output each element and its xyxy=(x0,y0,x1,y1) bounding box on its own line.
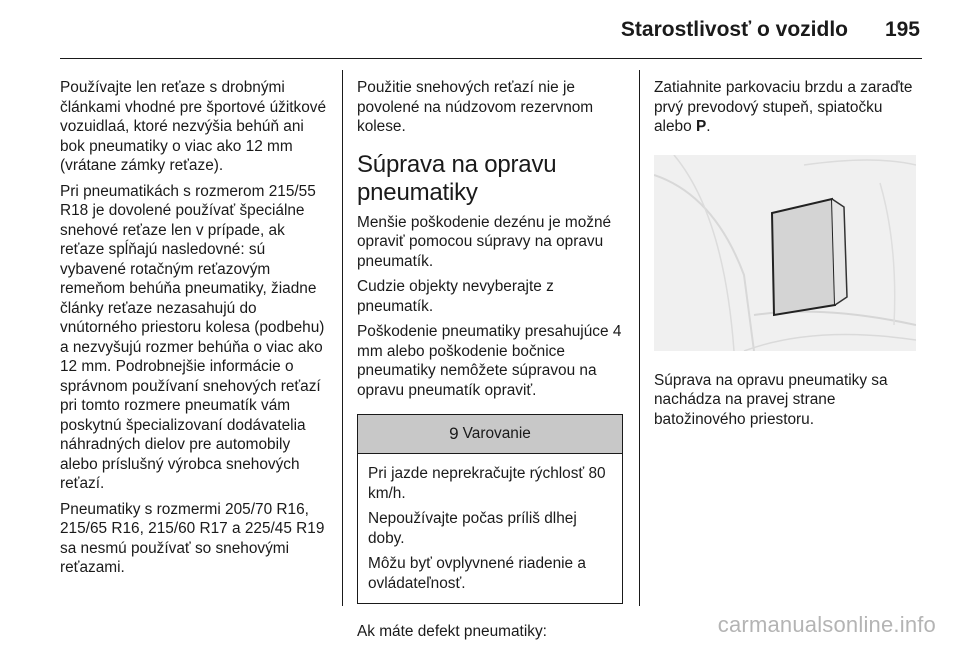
paragraph: Pneumatiky s rozmermi 205/70 R16, 215/65 R16, 215/60 R17 a 225/45 R19 sa nesmú používať so snehovými reťazami. xyxy=(60,500,325,576)
paragraph: Pri pneumatikách s rozmerom 215/55 R18 je dovolené používať špeciálne snehové reťaze len v prípade, ak reťaze spĺňajú nasledovné: sú vybavené rotačným reťazovým remeňom behúňa pneumatiky, žiadne články reťaze nezasahujú do vnútorného priestoru kolesa (podbehu) a nezvyšujú rozmer behúňa o viac ako 12 mm. Podrobnejšie informácie o správnom používaní snehových reťazí pri tomto rozmere pneumatík vám poskytnú špecializovaní dodávatelia náhradných dielov pre automobily alebo príslušný výrobca snehových reťazí. xyxy=(60,182,325,492)
trunk-illustration xyxy=(654,155,916,351)
intro-text: Zatiahnite parkovaciu brzdu a zaraďte prvý prevodový stupeň, spiatočku alebo xyxy=(654,79,913,135)
page-number: 195 xyxy=(884,18,920,41)
warning-icon: 9 xyxy=(449,424,459,444)
warning-body xyxy=(358,454,622,603)
section-heading: Súprava na opravu pneumatiky xyxy=(357,150,557,206)
warning-item: Pri jazde neprekračujte rýchlosť 80 km/h. xyxy=(368,465,606,502)
warning-item: Nepoužívajte počas príliš dlhej doby. xyxy=(368,510,577,547)
column-divider-2 xyxy=(639,70,640,606)
watermark: carmanualsonline.info xyxy=(717,612,936,637)
header-divider xyxy=(60,58,922,59)
column-divider-1 xyxy=(342,70,343,606)
paragraph: Ak máte defekt pneumatiky: xyxy=(357,623,547,640)
warning-title: Varovanie xyxy=(462,425,531,443)
gear-p-label: P xyxy=(695,118,707,135)
warning-box xyxy=(357,414,623,604)
page-header xyxy=(0,0,960,60)
paragraph: Cudzie objekty nevyberajte z pneumatík. xyxy=(357,278,554,315)
figure-caption: Súprava na opravu pneumatiky sa nachádza na pravej strane batožinového priestoru. xyxy=(654,371,888,428)
column-1 xyxy=(60,78,328,584)
intro-end: . xyxy=(706,118,711,135)
section-title: Starostlivosť o vozidlo xyxy=(620,18,848,41)
paragraph: Používajte len reťaze s drobnými článkami vhodné pre športové úžitkové vozuidlaá, ktoré nezvýšia behúň ani bok pneumatiky o viac ako 12 mm (vrátane zámky reťaze). xyxy=(60,79,327,174)
paragraph: Použitie snehových reťazí nie je povolené na núdzovom rezervnom kolese. xyxy=(357,79,594,135)
column-3 xyxy=(654,78,922,435)
warning-header xyxy=(358,415,622,454)
paragraph: Poškodenie pneumatiky presahujúce 4 mm alebo poškodenie bočnice pneumatiky nemôžete súpravou na opravu pneumatík opraviť. xyxy=(357,323,622,399)
trunk-drawing xyxy=(654,155,916,351)
column-2 xyxy=(357,78,625,648)
paragraph: Menšie poškodenie dezénu je možné opraviť pomocou súpravy na opravu pneumatík. xyxy=(357,213,612,270)
warning-item: Môžu byť ovplyvnené riadenie a ovládateľnosť. xyxy=(368,555,586,592)
paragraph xyxy=(654,78,922,137)
